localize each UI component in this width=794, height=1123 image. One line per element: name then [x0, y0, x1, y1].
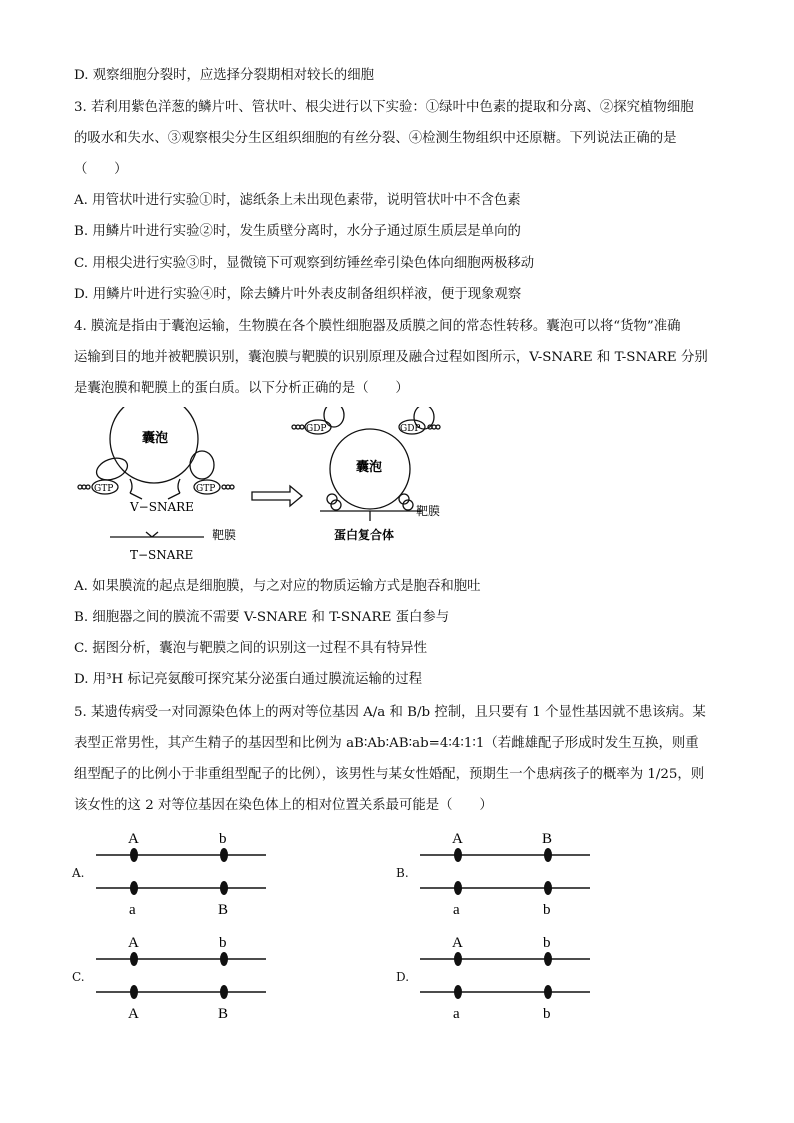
option-b-label: B.	[396, 866, 409, 880]
option-a-bottom-gene-2: B	[218, 902, 229, 918]
q3-option-b: B. 用鳞片叶进行实验②时，发生质壁分离时，水分子通过原生质层是单向的	[74, 224, 521, 239]
q3-option-d: D. 用鳞片叶进行实验④时，除去鳞片叶外表皮制备组织样液，便于现象观察	[74, 287, 522, 302]
target-membrane-label-left: 靶膜	[212, 528, 237, 542]
option-d-label: D.	[396, 970, 410, 984]
q5-stem-line3: 组型配子的比例小于非重组型配子的比例），该男性与某女性婚配，预期生一个患病孩子的概率为 1/25，则	[74, 767, 705, 782]
gdp-label-right: GDP	[400, 424, 421, 434]
q5-stem-line2: 表型正常男性，其产生精子的基因型和比例为 aB∶Ab∶AB∶ab=4∶4∶1∶1（若雌雄配子形成时发生互换，则重	[74, 736, 699, 751]
v-snare-label: V−SNARE	[130, 500, 194, 514]
option-b-chromosomes	[418, 826, 593, 918]
option-b-top-gene-2: B	[542, 831, 553, 847]
q4-option-c: C. 据图分析，囊泡与靶膜之间的识别这一过程不具有特异性	[74, 641, 428, 656]
option-c-chromosomes	[94, 930, 269, 1022]
option-b-bottom-gene-2: b	[543, 902, 551, 918]
q4-stem-line1: 4. 膜流是指由于囊泡运输，生物膜在各个膜性细胞器及质膜之间的常态性转移。囊泡可以将“货物”准确	[74, 319, 681, 334]
option-c-top-gene-2: b	[219, 935, 227, 951]
option-a-label: A.	[72, 866, 85, 880]
option-a-bottom-gene-1: a	[129, 902, 136, 918]
target-membrane-label-right: 靶膜	[416, 504, 441, 518]
q5-stem-line1: 5. 某遗传病受一对同源染色体上的两对等位基因 A/a 和 B/b 控制，且只要有 1 个显性基因就不患该病。某	[74, 705, 706, 720]
q2-option-d: D. 观察细胞分裂时，应选择分裂期相对较长的细胞	[74, 68, 374, 83]
vesicle-fusion-diagram	[72, 407, 492, 567]
q4-option-a: A. 如果膜流的起点是细胞膜，与之对应的物质运输方式是胞吞和胞吐	[74, 579, 481, 594]
gtp-label-right: GTP	[196, 484, 216, 494]
q4-stem-line3: 是囊泡膜和靶膜上的蛋白质。以下分析正确的是（ ）	[74, 381, 409, 396]
q3-option-a: A. 用管状叶进行实验①时，滤纸条上未出现色素带，说明管状叶中不含色素	[74, 193, 521, 208]
option-a-top-gene-1: A	[128, 831, 139, 847]
option-a-top-gene-2: b	[219, 831, 227, 847]
option-c-bottom-gene-2: B	[218, 1006, 229, 1022]
option-d-bottom-gene-1: a	[453, 1006, 460, 1022]
gtp-label-left: GTP	[94, 484, 114, 494]
q4-option-d: D. 用³H 标记亮氨酸可探究某分泌蛋白通过膜流运输的过程	[74, 672, 423, 687]
option-c-bottom-gene-1: A	[128, 1006, 139, 1022]
q3-stem-bracket: （ ）	[74, 162, 128, 177]
protein-complex-label: 蛋白复合体	[334, 528, 395, 542]
option-c-top-gene-1: A	[128, 935, 139, 951]
gdp-label-left: GDP	[306, 424, 327, 434]
q4-stem-line2: 运输到目的地并被靶膜识别，囊泡膜与靶膜的识别原理及融合过程如图所示，V-SNARE 和 T-SNARE 分别	[74, 350, 708, 365]
option-d-top-gene-2: b	[543, 935, 551, 951]
vesicle-label-left: 囊泡	[142, 431, 169, 446]
option-c-label: C.	[72, 970, 85, 984]
vesicle-label-right: 囊泡	[356, 460, 383, 475]
option-d-chromosomes	[418, 930, 593, 1022]
q4-option-b: B. 细胞器之间的膜流不需要 V-SNARE 和 T-SNARE 蛋白参与	[74, 610, 450, 625]
q3-stem-line2: 的吸水和失水、③观察根尖分生区组织细胞的有丝分裂、④检测生物组织中还原糖。下列说法正确的是	[74, 131, 677, 146]
option-d-bottom-gene-2: b	[543, 1006, 551, 1022]
q3-stem-line1: 3. 若利用紫色洋葱的鳞片叶、管状叶、根尖进行以下实验：①绿叶中色素的提取和分离、②探究植物细胞	[74, 100, 694, 115]
option-b-bottom-gene-1: a	[453, 902, 460, 918]
option-a-chromosomes	[94, 826, 269, 918]
option-b-top-gene-1: A	[452, 831, 463, 847]
option-d-top-gene-1: A	[452, 935, 463, 951]
q5-stem-line4: 该女性的这 2 对等位基因在染色体上的相对位置关系最可能是（ ）	[74, 798, 493, 813]
t-snare-label: T−SNARE	[130, 548, 194, 562]
q3-option-c: C. 用根尖进行实验③时，显微镜下可观察到纺锤丝牵引染色体向细胞两极移动	[74, 256, 535, 271]
